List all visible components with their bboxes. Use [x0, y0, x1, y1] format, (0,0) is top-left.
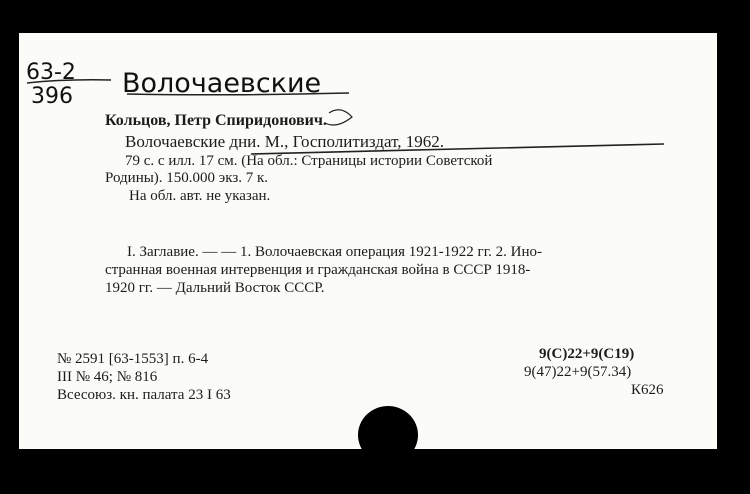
classification-line-1: 9(С)22+9(С19)	[539, 346, 635, 362]
record-line-2: III № 46; № 816	[57, 369, 158, 385]
record-line-1: № 2591 [63-1553] п. 6-4	[57, 351, 209, 367]
classification-line-3: К626	[631, 382, 664, 398]
subject-line-1: I. Заглавие. — — 1. Волочаевская операция 1921-1922 гг. 2. Ино-	[127, 244, 543, 260]
record-line-3: Всесоюз. кн. палата 23 I 63	[57, 387, 231, 403]
title-line: Волочаевские дни. М., Госполитиздат, 1962.	[125, 132, 444, 151]
description-line-2: Родины). 150.000 экз. 7 к.	[105, 170, 269, 186]
subject-line-2: странная военная интервенция и гражданская война в СССР 1918-	[105, 262, 531, 278]
call-number-top: 63-2	[26, 60, 76, 85]
handwritten-heading: Волочаевские	[122, 68, 322, 99]
card-punch-hole	[358, 406, 418, 464]
call-number-bottom: 396	[31, 84, 73, 109]
catalog-card	[19, 33, 717, 449]
description-line-1: 79 с. с илл. 17 см. (На обл.: Страницы истории Советской	[125, 153, 493, 169]
author-heading: Кольцов, Петр Спиридонович.	[105, 112, 327, 129]
subject-line-3: 1920 гг. — Дальний Восток СССР.	[105, 280, 325, 296]
classification-line-2: 9(47)22+9(57.34)	[524, 364, 632, 380]
description-line-3: На обл. авт. не указан.	[129, 188, 271, 204]
